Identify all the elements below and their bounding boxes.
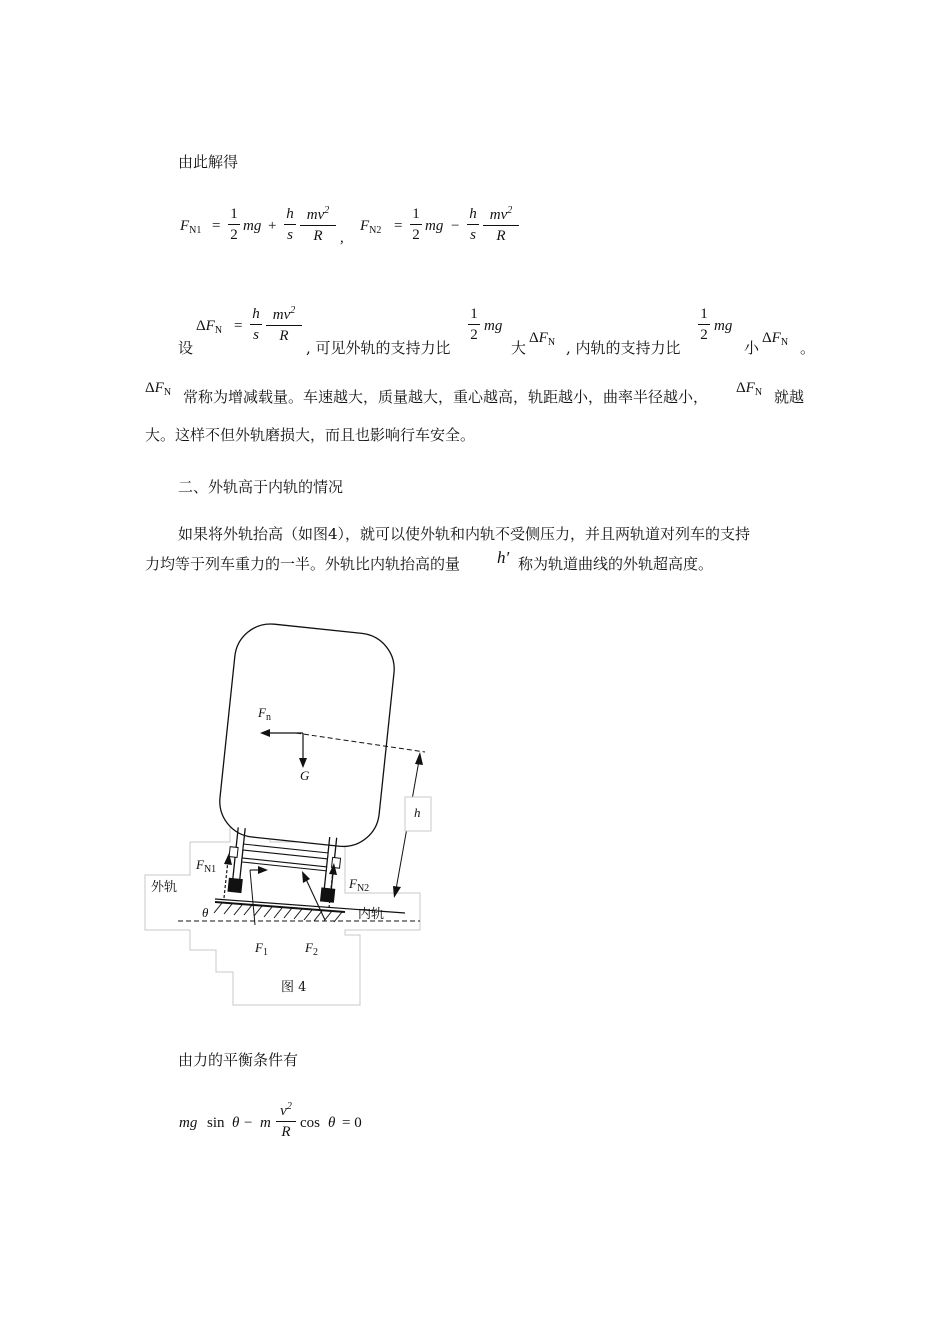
eq-sign: = (212, 218, 221, 234)
eq-FN1: $F_{N1}$ (180, 218, 202, 236)
f1-line (250, 870, 255, 925)
note-line-1-end: 就越 (774, 388, 805, 406)
raise-line-2b: 称为轨道曲线的外轨超高度。 (518, 555, 714, 573)
f2-arrowhead (302, 871, 310, 883)
raise-line-1: 如果将外轨抬高（如图4），就可以使外轨和内轨不受侧压力，并且两轨道对列车的支持 (178, 525, 751, 543)
eq-comma: , (340, 230, 344, 246)
frac-half-2: 1 2 (410, 205, 422, 244)
raise-line-2a: 力均等于列车重力的一半。外轨比内轨抬高的量 (145, 555, 461, 573)
eq-plus: + (268, 218, 277, 234)
mg-4: mg (714, 318, 733, 334)
f1-arrowhead (258, 866, 268, 874)
frac-mv2-R-3: $mv^2$ R (266, 302, 302, 345)
eq-FN2: $F_{N2}$ (360, 218, 382, 236)
bal-cos: cos (300, 1115, 320, 1131)
eq-mg-1: mg (243, 218, 262, 234)
label-F2: $F_2$ (305, 940, 318, 958)
frac-v2-R: $v^2$ R (276, 1098, 296, 1141)
frac-half-1: 1 2 (228, 205, 240, 244)
note-line-1: 常称为增减载量。车速越大，质量越大，重心越高，轨距越小，曲率半径越小， (183, 388, 709, 406)
text-da: 大 (511, 339, 527, 357)
delta-FN-5: $\Delta F_N$ (736, 380, 763, 398)
label-FN1: $F_{N1}$ (196, 857, 217, 875)
balance-text: 由力的平衡条件有 (178, 1051, 299, 1069)
bal-theta-1: θ (232, 1115, 240, 1131)
text-outer-support: , 可见外轨的支持力比 (306, 339, 451, 357)
mg-3: mg (484, 318, 503, 334)
note-line-2: 大。这样不但外轨磨损大，而且也影响行车安全。 (145, 426, 476, 444)
h-arrowhead-top (415, 752, 423, 765)
label-theta: θ (202, 905, 209, 920)
frac-half-3: 1 2 (468, 305, 480, 344)
section-heading: 二、外轨高于内轨的情况 (178, 478, 344, 496)
label-inner-rail: 内轨 (358, 907, 385, 922)
figure-caption: 图 4 (281, 980, 307, 995)
eq-mg-2: mg (425, 218, 444, 234)
frac-h-s-1: h s (284, 205, 296, 244)
bal-m: m (260, 1115, 271, 1131)
eq-sign-3: = (234, 318, 243, 334)
frac-half-4: 1 2 (698, 305, 710, 344)
label-Fn: $F_n$ (258, 705, 271, 723)
text-xiao: 小 (744, 339, 760, 357)
bal-theta-2: θ (328, 1115, 336, 1131)
fn1-arrow-line (224, 860, 228, 898)
delta-FN-4: $\Delta F_N$ (145, 380, 172, 398)
label-outer-rail: 外轨 (151, 880, 178, 895)
frac-h-s-3: h s (250, 305, 262, 344)
railcar-body (216, 620, 397, 850)
bal-sin: sin (207, 1115, 225, 1131)
delta-FN: $\Delta F_N$ (196, 318, 223, 336)
bal-mg: mg (179, 1115, 198, 1131)
eq-sign-2: = (394, 218, 403, 234)
bal-equals-zero: = 0 (342, 1115, 362, 1131)
frac-h-s-2: h s (467, 205, 479, 244)
label-F1: $F_1$ (255, 940, 268, 958)
h-prime: h′ (497, 548, 510, 567)
h-arrowhead-bottom (393, 886, 401, 898)
bal-minus: − (244, 1115, 253, 1131)
label-FN2: $F_{N2}$ (349, 876, 370, 894)
delta-FN-2: $\Delta F_N$ (529, 330, 556, 348)
intro-text: 由此解得 (178, 153, 239, 171)
text-period: 。 (800, 339, 816, 357)
label-h: h (414, 805, 421, 820)
label-G: G (300, 768, 310, 783)
eq-minus: − (451, 218, 460, 234)
frac-mv2-R-2: $mv^2$ R (483, 202, 519, 245)
delta-FN-3: $\Delta F_N$ (762, 330, 789, 348)
frac-mv2-R-1: $mv^2$ R (300, 202, 336, 245)
text-she: 设 (178, 339, 194, 357)
text-inner-support: , 内轨的支持力比 (566, 339, 681, 357)
